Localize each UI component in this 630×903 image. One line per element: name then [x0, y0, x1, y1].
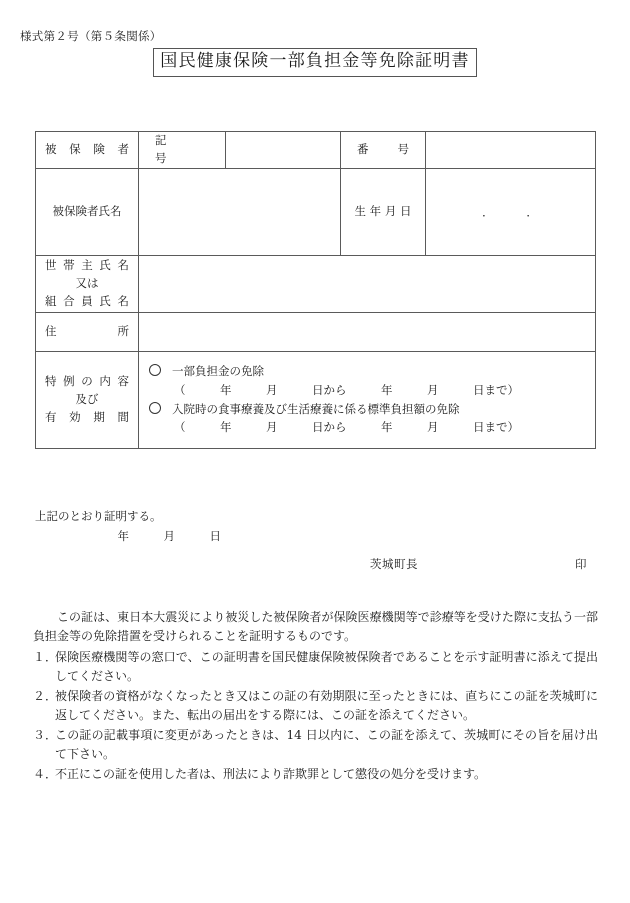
label-address-text: 住 所: [45, 323, 129, 338]
note-item: [33, 687, 598, 726]
label-number: [341, 132, 426, 169]
label-date-of-birth: [341, 168, 426, 255]
field-date-of-birth-value[interactable]: ． ．: [426, 168, 596, 255]
table-row-insured-name: [36, 168, 596, 255]
label-address: [36, 312, 139, 351]
field-number-value[interactable]: [426, 132, 596, 169]
seal-mark: 印: [575, 557, 587, 571]
note-text: この証の記載事項に変更があったときは、14 日以内に、この証を添えて、茨城町にその旨を届け出て下さい。: [55, 727, 598, 762]
note-item: [33, 765, 598, 784]
certification-section: [35, 508, 595, 574]
certification-date-field[interactable]: 年 月 日: [83, 529, 221, 543]
note-number: ４．: [33, 766, 58, 781]
exemption-option-2-label: 入院時の食事療養及び生活療養に係る標準負担額の免除: [172, 401, 460, 416]
document-title-container: [0, 48, 630, 77]
field-address-value[interactable]: [139, 312, 596, 351]
note-text: 保険医療機関等の窓口で、この証明書を国民健康保険被保険者であることを示す証明書に添えて提出してください。: [55, 649, 598, 684]
label-householder-line3: 組 合 員 氏 名: [45, 293, 129, 308]
label-special-line3: 有 効 期 間: [45, 409, 129, 424]
label-householder-name: [36, 255, 139, 312]
table-row-householder-name: [36, 255, 596, 312]
label-householder-line1: 世 帯 主 氏 名: [45, 257, 129, 272]
note-number: ３．: [33, 727, 58, 742]
label-number-text: 番 号: [357, 141, 409, 156]
label-insured: [36, 132, 139, 169]
label-insured-name-text: 被保険者氏名: [52, 203, 122, 218]
circle-mark-icon[interactable]: [149, 364, 161, 376]
exemption-option-1-label: 一部負担金の免除: [172, 364, 264, 379]
label-date-of-birth-text: 生 年 月 日: [354, 203, 412, 218]
field-householder-name-value[interactable]: [139, 255, 596, 312]
note-number: １．: [33, 649, 58, 664]
note-text: 被保険者の資格がなくなったとき又はこの証の有効期限に至ったときには、直ちにこの証を茨城町に返してください。また、転出の届出をする際には、この証を添えてください。: [55, 688, 598, 723]
label-insured-name: [36, 168, 139, 255]
label-insured-text: 被保険者: [45, 141, 129, 156]
circle-mark-icon[interactable]: [149, 402, 161, 414]
field-symbol-value[interactable]: [226, 132, 341, 169]
notes-section: [33, 608, 598, 784]
note-text: 不正にこの証を使用した者は、刑法により詐欺罪として懲役の処分を受けます。: [55, 766, 487, 781]
label-special-line1: 特 例 の 内 容: [45, 373, 129, 388]
note-number: ２．: [33, 688, 58, 703]
special-provisions-options: [139, 351, 596, 448]
label-symbol-text: 記 号: [155, 133, 201, 165]
issuer-name: 茨城町長: [370, 557, 418, 571]
label-special-line2: 及び: [75, 391, 99, 406]
note-item: [33, 648, 598, 687]
certificate-details-table: [35, 131, 596, 449]
exemption-option-2[interactable]: [149, 400, 595, 419]
form-number: 様式第２号（第５条関係）: [20, 29, 162, 43]
exemption-option-1-period[interactable]: （ 年 月 日から 年 月 日まで）: [174, 383, 519, 397]
signature-row: [35, 556, 595, 574]
table-row-insured-ids: [36, 132, 596, 169]
table-row-special-provisions: [36, 351, 596, 448]
field-insured-name-value[interactable]: [139, 168, 341, 255]
page-title: 国民健康保険一部負担金等免除証明書: [153, 48, 476, 77]
certification-statement: 上記のとおり証明する。: [35, 509, 162, 523]
table-row-address: [36, 312, 596, 351]
exemption-option-1[interactable]: [149, 362, 595, 381]
exemption-option-2-period[interactable]: （ 年 月 日から 年 月 日まで）: [174, 420, 519, 435]
notes-intro: この証は、東日本大震災により被災した被保険者が保険医療機関等で診療等を受けた際に支払う一部負担金等の免除措置を受けられることを証明するものです。: [33, 610, 598, 644]
label-symbol: [139, 132, 226, 169]
label-special-provisions: [36, 351, 139, 448]
label-householder-line2: 又は: [75, 275, 99, 290]
note-item: [33, 726, 598, 765]
